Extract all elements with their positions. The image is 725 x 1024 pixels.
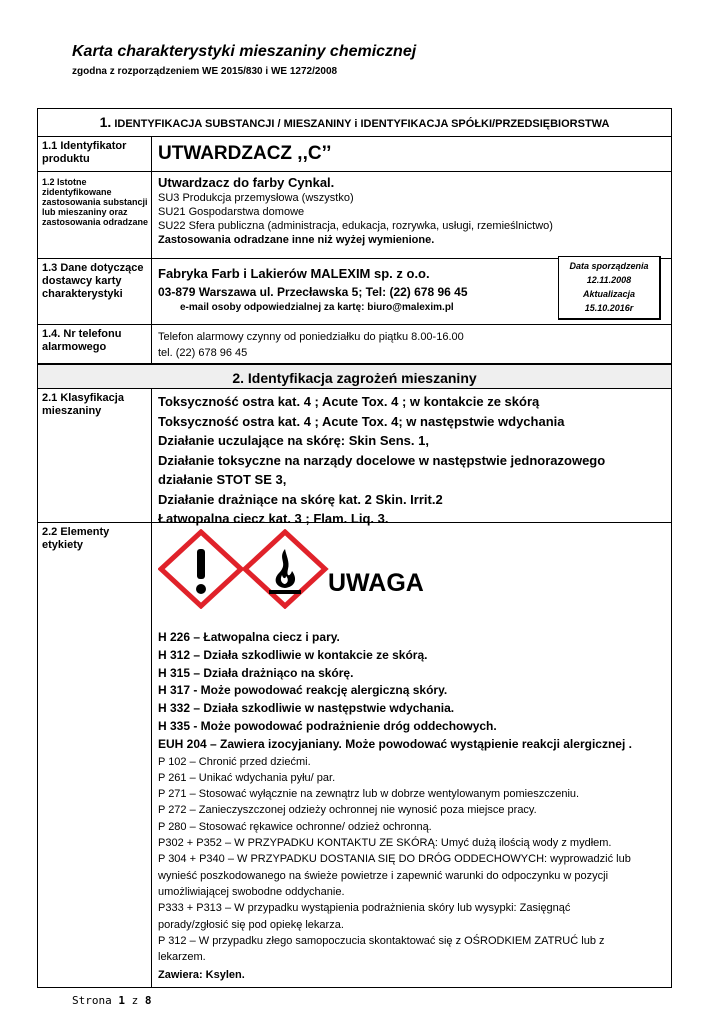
row-content: [152, 172, 671, 258]
company-email: e-mail osoby odpowiedzialnej za kartę: biuro@malexim.pl: [180, 302, 454, 313]
row-label: 1.3 Dane dotyczące dostawcy karty charakterystyki: [38, 259, 152, 324]
classification-line: Toksyczność ostra kat. 4 ; Acute Tox. 4; w następstwie wdychania: [158, 413, 565, 429]
row-label: 1.4. Nr telefonu alarmowego: [38, 325, 152, 363]
emergency-phone: tel. (22) 678 96 45: [158, 347, 248, 359]
row-content: [152, 325, 671, 363]
precaution-statement: P 272 – Zanieczyszczonej odzieży ochronnej nie wynosić poza miejsce pracy.: [158, 804, 537, 817]
classification-line: Toksyczność ostra kat. 4 ; Acute Tox. 4 ; w kontakcie ze skórą: [158, 394, 540, 409]
hazard-statement: H 315 – Działa drażniąco na skórę.: [158, 665, 354, 680]
classification-line: Działanie toksyczne na narządy docelowe w następstwie jednorazowego: [158, 452, 606, 468]
creation-date: 12.11.2008: [586, 275, 632, 285]
precaution-statement: wynieść poszkodowanego na świeże powietrze i zapewnić warunki do odpoczynku w pozycji: [158, 869, 609, 882]
precaution-statement: P 280 – Stosować rękawice ochronne/ odzież ochronną.: [158, 820, 432, 833]
row-label: 1.1 Identyfikator produktu: [38, 137, 152, 171]
sds-table: [37, 108, 672, 988]
hazard-precaution-statements: [158, 629, 663, 984]
company-name: Fabryka Farb i Lakierów MALEXIM sp. z o.o.: [158, 266, 430, 281]
classification-line: Działanie uczulające na skórę: Skin Sens. 1,: [158, 433, 429, 448]
row-label-elements: [38, 523, 671, 987]
product-name: UTWARDZACZ ,,C’’: [158, 143, 332, 164]
uses-note: Zastosowania odradzane inne niż wyżej wymienione.: [158, 234, 435, 246]
precaution-statement: porady/zgłosić się pod opiekę lekarza.: [158, 918, 344, 931]
page-of: z: [131, 994, 139, 1007]
row-content: [152, 523, 671, 987]
exclamation-mark-icon: [161, 532, 241, 606]
precaution-statement: lekarzem.: [158, 951, 206, 964]
page-total: 8: [144, 994, 152, 1007]
precaution-statement: P302 + P352 – W PRZYPADKU KONTAKTU ZE SKÓRĄ: Umyć dużą ilością wody z mydłem.: [158, 837, 612, 850]
contains-statement: Zawiera: Ksylen.: [158, 969, 245, 982]
section-1-header: [38, 109, 671, 137]
hazard-statement: H 312 – Działa szkodliwie w kontakcie ze skórą.: [158, 647, 428, 662]
section-2-header: 2. Identyfikacja zagrożeń mieszaniny: [38, 363, 671, 389]
update-date: 15.10.2016r: [584, 303, 634, 313]
ghs-pictograms: [158, 529, 338, 614]
emergency-hours: Telefon alarmowy czynny od poniedziałku do piątku 8.00-16.00: [158, 331, 464, 343]
row-emergency-phone: [38, 325, 671, 363]
page-number: 1: [118, 994, 125, 1007]
row-label: 2.1 Klasyfikacja mieszaniny: [38, 389, 152, 522]
section-1-title: IDENTYFIKACJA SUBSTANCJI / MIESZANINY i IDENTYFIKACJA SPÓŁKI/PRZEDSIĘBIORSTWA: [114, 118, 610, 130]
row-classification: [38, 389, 671, 526]
row-content: [152, 137, 671, 171]
document-title: Karta charakterystyki mieszaniny chemicznej: [72, 43, 417, 60]
row-identified-uses: [38, 172, 671, 259]
row-content: [152, 389, 671, 526]
classification-line: działanie STOT SE 3,: [158, 472, 287, 487]
precaution-statement: P 312 – W przypadku złego samopoczucia skontaktować się z OŚRODKIEM ZATRUĆ lub z: [158, 934, 605, 947]
use-line: SU3 Produkcja przemysłowa (wszystko): [158, 192, 354, 204]
date-box: [558, 256, 661, 320]
precaution-statement: P 304 + P340 – W PRZYPADKU DOSTANIA SIĘ DO DRÓG ODDECHOWYCH: wyprowadzić lub: [158, 853, 631, 866]
row-label: 1.2 Istotne zidentyfikowane zastosowania substancji lub mieszaniny oraz zastosowania odradzane: [38, 172, 152, 258]
precaution-statement: P 261 – Unikać wdychania pyłu/ par.: [158, 771, 336, 784]
hazard-statement: H 226 – Łatwopalna ciecz i pary.: [158, 630, 340, 644]
precaution-statement: P 271 – Stosować wyłącznie na zewnątrz lub w dobrze wentylowanym pomieszczeniu.: [158, 788, 580, 801]
row-label: 2.2 Elementy etykiety: [38, 523, 152, 987]
hazard-statement: H 332 – Działa szkodliwie w następstwie wdychania.: [158, 701, 455, 716]
hazard-statement: EUH 204 – Zawiera izocyjaniany. Może powodować wystąpienie reakcji alergicznej .: [158, 736, 632, 751]
document-subtitle: zgodna z rozporządzeniem WE 2015/830 i WE 1272/2008: [72, 66, 338, 77]
flame-icon: [245, 532, 325, 606]
classification-line: Działanie drażniące na skórę kat. 2 Skin. Irrit.2: [158, 491, 443, 507]
use-line: SU21 Gospodarstwa domowe: [158, 206, 305, 218]
precaution-statement: P 102 – Chronić przed dziećmi.: [158, 755, 311, 768]
section-1-number: 1.: [99, 114, 112, 130]
date-label: Data sporządzenia: [569, 261, 649, 271]
classification-line: Łatwopalna ciecz kat. 3 ; Flam. Liq. 3.: [158, 511, 389, 526]
precaution-statement: P333 + P313 – W przypadku wystąpienia podrażnienia skóry lub wysypki: Zasięgnąć: [158, 902, 571, 915]
use-line: SU22 Sfera publiczna (administracja, edukacja, rozrywka, usługi, rzemieślnictwo): [158, 220, 553, 232]
signal-word: UWAGA: [328, 569, 424, 597]
page-footer: [72, 994, 152, 1007]
page-prefix: Strona: [72, 994, 112, 1007]
hazard-statement: H 335 - Może powodować podrażnienie dróg oddechowych.: [158, 718, 497, 733]
update-label: Aktualizacja: [582, 289, 636, 299]
row-product-identifier: [38, 137, 671, 172]
precaution-statement: umożliwiającej swobodne oddychanie.: [158, 885, 345, 898]
hazard-statement: H 317 - Może powodować reakcję alergiczną skóry.: [158, 683, 448, 698]
company-address: 03-879 Warszawa ul. Przecławska 5; Tel: (22) 678 96 45: [158, 285, 468, 299]
uses-title: Utwardzacz do farby Cynkal.: [158, 175, 335, 190]
